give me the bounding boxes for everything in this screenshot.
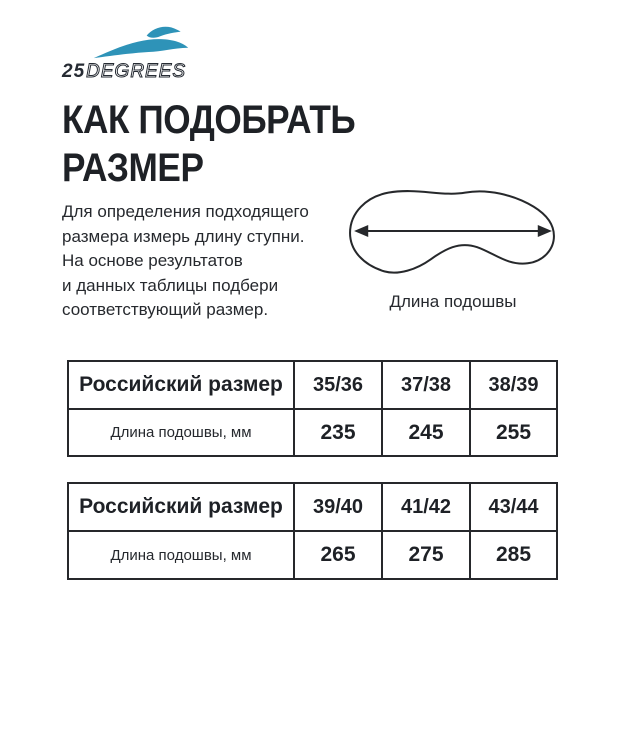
sole-caption: Длина подошвы <box>389 292 517 311</box>
table1-size-3: 38/39 <box>469 362 556 408</box>
intro-line: соответствующий размер. <box>62 300 269 319</box>
intro-line: Для определения подходящего <box>62 202 309 221</box>
table1-length-3: 255 <box>469 408 556 455</box>
brand-name: DEGREES <box>86 61 187 82</box>
table2-size-1: 39/40 <box>293 484 381 530</box>
table2-length-1: 265 <box>293 530 381 578</box>
table2-row-label: Длина подошвы, мм <box>69 530 293 578</box>
sole-diagram <box>346 180 560 312</box>
sole-outline-arrow-icon <box>346 180 560 282</box>
table1-size-1: 35/36 <box>293 362 381 408</box>
intro-line: На основе результатов <box>62 251 243 270</box>
table1-length-1: 235 <box>293 408 381 455</box>
table2-length-2: 275 <box>381 530 469 578</box>
brand-number: 25 <box>62 61 86 82</box>
table2-header-label: Российский размер <box>79 495 283 518</box>
page-title-line2: РАЗМЕР <box>62 146 204 190</box>
intro-line: размера измерь длину ступни. <box>62 226 305 246</box>
table1-row-label: Длина подошвы, мм <box>69 408 293 455</box>
brand-logo <box>62 26 202 83</box>
intro-line: и данных таблицы подбери <box>62 275 279 295</box>
size-table-2 <box>67 482 558 580</box>
table2-size-2: 41/42 <box>381 484 469 530</box>
table1-length-2: 245 <box>381 408 469 455</box>
intro-text <box>62 200 309 323</box>
table2-length-3: 285 <box>469 530 556 578</box>
swimmer-icon <box>90 26 192 60</box>
table1-size-2: 37/38 <box>381 362 469 408</box>
brand-wordmark <box>62 61 202 83</box>
table1-header-label: Российский размер <box>79 373 283 396</box>
page-title-line1: КАК ПОДОБРАТЬ <box>62 98 356 142</box>
table2-size-3: 43/44 <box>469 484 556 530</box>
size-table-1 <box>67 360 558 457</box>
page-title <box>62 96 355 192</box>
